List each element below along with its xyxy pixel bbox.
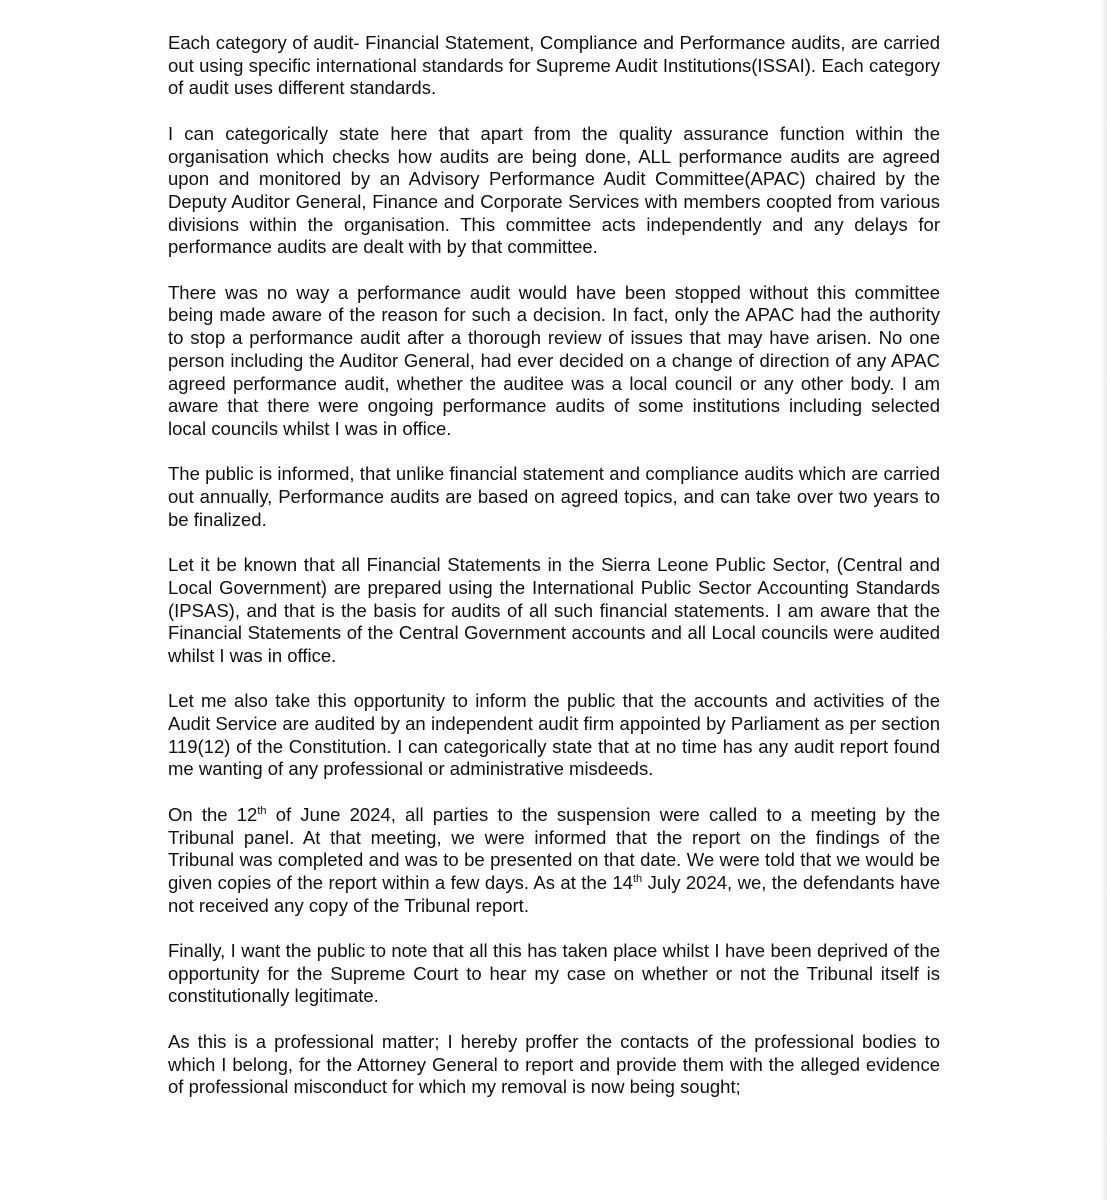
page-edge-shadow <box>1101 0 1107 1200</box>
paragraph-audit-service-accounts: Let me also take this opportunity to inform the public that the accounts and activities of the Audit Service are audited by an independent audit firm appointed by Parliament as per section 119(12) of the Constitution. I can categorically state that at no time has any audit report found me wanting of any professional or administrative misdeeds. <box>168 690 940 780</box>
paragraph-audit-categories: Each category of audit- Financial Statement, Compliance and Performance audits, are carried out using specific international standards for Supreme Audit Institutions(ISSAI). Each category of audit uses different standards. <box>168 32 940 99</box>
ordinal-suffix: th <box>632 872 643 885</box>
tribunal-text-part3: July 2024, we, the defendants have not received any copy of the Tribunal report. <box>168 871 940 916</box>
ordinal-suffix: th <box>257 804 267 817</box>
document-body <box>168 32 940 1122</box>
paragraph-financial-statements: Let it be known that all Financial Statements in the Sierra Leone Public Sector, (Central and Local Government) are prepared using the International Public Sector Accounting Standards (IPSAS), and that is the basis for audits of all such financial statements. I am aware that the Financial Statements of the Central Government accounts and all Local councils were audited whilst I was in office. <box>168 554 940 666</box>
tribunal-text-part2: of June 2024, all parties to the suspension were called to a meeting by the Tribunal panel. At that meeting, we were informed that the report on the findings of the Tribunal was completed and was to be presented on that date. We were told that we would be given copies of the report within a few days. As at the 14 <box>168 803 940 893</box>
tribunal-text-part1: On the 12 <box>168 803 258 825</box>
paragraph-performance-audit-stop: There was no way a performance audit would have been stopped without this committee being made aware of the reason for such a decision. In fact, only the APAC had the authority to stop a performance audit after a thorough review of issues that may have arisen. No one person including the Auditor General, had ever decided on a change of direction of any APAC agreed performance audit, whether the auditee was a local council or any other body. I am aware that there were ongoing performance audits of some institutions including selected local councils whilst I was in office. <box>168 281 940 439</box>
paragraph-supreme-court: Finally, I want the public to note that all this has taken place whilst I have been deprived of the opportunity for the Supreme Court to hear my case on whether or not the Tribunal itself is constitutionally legitimate. <box>168 940 940 1007</box>
paragraph-public-informed: The public is informed, that unlike financial statement and compliance audits which are carried out annually, Performance audits are based on agreed topics, and can take over two years to be finalized. <box>168 463 940 530</box>
paragraph-professional-bodies: As this is a professional matter; I hereby proffer the contacts of the professional bodies to which I belong, for the Attorney General to report and provide them with the alleged evidence of professional misconduct for which my removal is now being sought; <box>168 1030 940 1098</box>
paragraph-apac-committee: I can categorically state here that apart from the quality assurance function within the organisation which checks how audits are being done, ALL performance audits are agreed upon and monitored by an Advisory Performance Audit Committee(APAC) chaired by the Deputy Auditor General, Finance and Corporate Services with members coopted from various divisions within the organisation. This committee acts independently and any delays for performance audits are dealt with by that committee. <box>168 122 940 258</box>
paragraph-tribunal-meeting <box>168 804 940 918</box>
